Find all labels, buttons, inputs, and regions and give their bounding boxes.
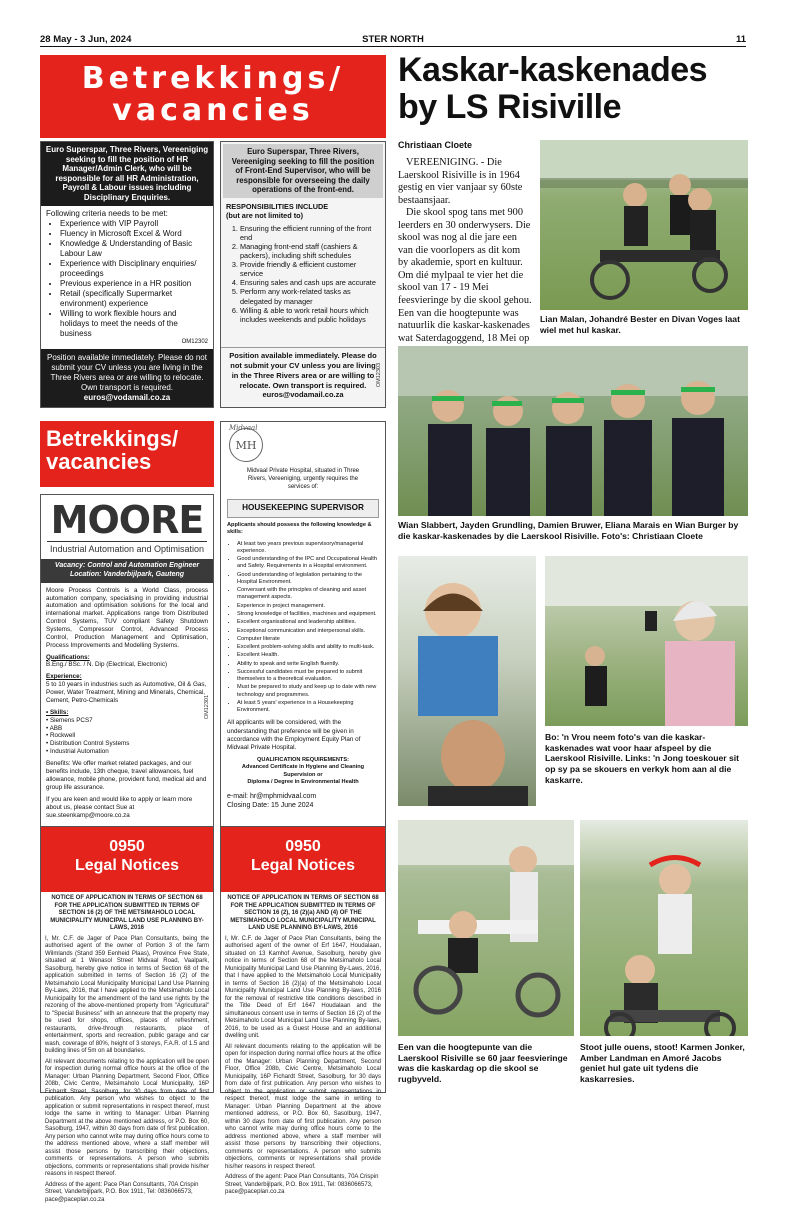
benefits: Benefits: We offer market related packages, and our benefits include, 13th cheque, travel allowances, fuel allowance, mobile phone, provident fund, medical aid and group life assurance.: [46, 759, 207, 791]
photo-five-kids: [398, 346, 748, 516]
email[interactable]: e-mail: hr@mphmidvaal.com: [227, 793, 317, 801]
banner-line-1: Betrekkings/: [81, 61, 345, 96]
resp-heading: RESPONSIBILITIES INCLUDE: [226, 201, 329, 211]
caption-5: Stoot julle ouens, stoot! Karmen Jonker, Amber Landman en Amoré Jacobs geniet hul gate uit tydens die kaskarresies.: [580, 1042, 745, 1085]
moore-tagline: Industrial Automation and Optimisation: [47, 541, 207, 555]
vacancies-banner-2: [40, 421, 214, 487]
list-item: • Retail (specifically Supermarket environment) experience: [60, 289, 208, 309]
banner-line-2: vacancies: [46, 449, 152, 475]
legal-label: Legal Notices: [250, 857, 356, 875]
company-intro: Moore Process Controls is a World Class, process automation company, specialising in providing industrial automation and optimisation solutions for the local and international market. Applications range from Distributed Control Systems, TUV compliant Safety Shutdown Systems, Compressor Control, Advanced Process Control, Production Management and Optimisation, Process Improvements and Modelling Systems.: [46, 586, 208, 649]
requirements-list: [227, 541, 379, 715]
para-1: VEREENIGING. - Die Laerskool Risiville is in 1964 gestig en vier vanjaar sy 60ste bestaansjaar.: [398, 157, 523, 206]
ad-footer: Position available immediately. Please do not submit your CV unless you are living in the Three Rivers area or are willing to relocate. Own transport is required.: [47, 353, 207, 392]
ad-code: OM12302: [181, 338, 208, 345]
list-item: • Strong knowledge of facilities, machines and equipment.: [237, 611, 379, 618]
list-item: • Excellent organisational and leadership abilities.: [237, 619, 379, 626]
list-item: • Excellent problem-solving skills and ability to multi-task.: [237, 644, 379, 651]
qual-heading: QUALIFICATION REQUIREMENTS:: [257, 757, 349, 764]
byline: Christiaan Cloete: [398, 140, 473, 150]
skill-item: • Rockwell: [46, 732, 76, 740]
legal-label: Legal Notices: [74, 857, 180, 875]
apply-info: If you are keen and would like to apply or learn more about us, please contact Sue at sue.steenkamp@moore.co.za: [46, 796, 193, 820]
intro: Midvaal Private Hospital, situated in Three Rivers, Vereeniging, urgently requires the services of:: [246, 468, 360, 490]
ad-intro: Following criteria needs to be met:: [46, 208, 168, 218]
list-item: 1. Ensuring the efficient running of the front end: [240, 224, 380, 242]
job-title: HOUSEKEEPING SUPERVISOR: [227, 499, 379, 518]
legal-number: 0950: [285, 838, 321, 855]
page-number: 11: [735, 34, 746, 45]
notice-address: Address of the agent: Pace Plan Consultants, 70A Crispin Street, Vanderbijlpark, P.O. Box 1911, Tel: 0836066573, pace@paceplan.co.za: [225, 1174, 379, 1195]
page-header: [40, 34, 746, 47]
caption-3: Bo: 'n Vrou neem foto's van die kaskar-kaskenades wat voor haar afspeel by die Laerskool Risiville. Links: 'n Jong toeskouer sit op sy pa se skouers en verkyk hom aan al die kaskarre.: [545, 732, 740, 785]
list-item: • Experience in project management.: [237, 603, 379, 610]
notice-title: NOTICE OF APPLICATION IN TERMS OF SECTION 68 FOR THE APPLICATION SUBMITTED IN TERMS OF SECTION 16 (2) OF THE METSIMAHOLO LOCAL MUNICIPALITY MUNICIPAL LAND USE PLANNING BY-LAWS, 2016: [50, 895, 204, 931]
list-item: • Computer literate: [237, 636, 379, 643]
list-item: 6. Willing & able to work retail hours which includes weekends and public holidays: [240, 306, 380, 324]
ad-email[interactable]: euros@vodamail.co.za: [262, 390, 344, 400]
ad-footer: Position available immediately. Please do not submit your CV unless you are living in the Three Rivers area or are willing to relocate. Own transport is required.: [229, 351, 377, 390]
banner-line-1: Betrekkings/: [46, 426, 179, 451]
list-item: • Fluency in Microsoft Excel & Word: [60, 229, 208, 239]
vacancies-banner: [40, 55, 386, 138]
list-item: 3. Provide friendly & efficient customer service: [240, 260, 380, 278]
photo-drawing: [580, 820, 748, 1036]
ad-code: OM12301: [204, 695, 211, 720]
skill-item: • ABB: [46, 724, 63, 732]
list-item: • Experience with Disciplinary enquiries/ proceedings: [60, 259, 208, 279]
ad-title: Euro Superspar, Three Rivers, Vereeniging seeking to fill the position of HR Manager/Admin Clerk, who will be responsible for all HR Administration, Payroll & Labour issues including Disciplinary Enquiries.: [41, 142, 213, 206]
caption-1: Lian Malan, Johandré Bester en Divan Voges laat wiel met hul kaskar.: [540, 314, 740, 335]
ad-title: Euro Superspar, Three Rivers, Vereeniging seeking to fill the position of Front-End Supervisor, who will be responsible for overseeing the daily operations of the front-end.: [223, 144, 383, 198]
list-item: 4. Ensuring sales and cash ups are accurate: [240, 278, 380, 287]
skills-heading: • Skills:: [46, 708, 69, 716]
banner-line-2: vacancies: [112, 92, 314, 128]
notice-body: I, Mr. C.F. de Jager of Pace Plan Consultants, being the authorised agent of the owner of Erf 1647, Houdalaan, situated on 13 Kamhof Avenue, Sasolburg, hereby give notice in terms of Section 68 of the Metsimaholo Local Municipality Municipal Land Use Planning By-Laws, 2016, that I have applied to the Metsimaholo Local Municipality in terms of Section 16 (2)(a) of the Metsimaholo Local Municipality Municipal Land Use Planning By-laws, 2016 for the removal of restrictive title conditions described in the Title Deed of Erf 1647 Houdalaan and the simultaneous consent use in terms of Section 16 (2) of the Metsimaholo Local Municipal Land Use Planning By-laws, 2016, to be used as a Guest House and an additional dwelling unit.: [225, 935, 381, 1039]
legal-number: 0950: [109, 838, 145, 855]
photo-drawing: [398, 556, 536, 806]
notice-title: NOTICE OF APPLICATION IN TERMS OF SECTION 68 FOR THE APPLICATION SUBMITTED IN TERMS OF SECTION 16 (2), 16 (2)(a) AND (4) OF THE METSIMAHOLO LOCAL MUNICIPALITY MUNICIPAL LAND USE PLANNING BY-LAWS, 2016: [227, 895, 379, 931]
ad-code: OM12303: [376, 362, 383, 387]
paper-name: STER NORTH: [362, 34, 424, 45]
list-item: • Previous experience in a HR position: [60, 279, 208, 289]
experience: 5 to 10 years in industries such as Automotive, Oil & Gas, Power, Water Treatment, Mining and Minerals, Chemical, Cement, Petro-Chemicals: [46, 681, 207, 704]
list-item: • Must be prepared to study and keep up to date with new technology and programmes.: [237, 684, 379, 699]
consider-note: All applicants will be considered, with the understanding that preference will be given in accordance with the Employment Equity Plan of Midvaal Private Hospital.: [227, 719, 361, 751]
list-item: 5. Perform any work-related tasks as delegated by manager: [240, 287, 380, 305]
issue-date: 28 May - 3 Jun, 2024: [40, 34, 132, 45]
notice-body: I, Mr. C.F. de Jager of Pace Plan Consultants, being the authorised agent of the owner of Portion 3 of the farm Wilmlands (Stand 359 Eenheid Plaas), Province Free State, situated at 1 Wenasol Street Midvaal Road, Vaalpark, Sasolburg, hereby give notice in terms of Section 68 of the application submitted in terms of Section 16 (2) of the Metsimaholo Local Municipality Municipal Land Use Planning By-Laws, 2016, that I have applied to the Metsimaholo Local Municipality for the amendment of the land use rights by the rezoning of the above-mentioned property from "Agricultural" to "Special Business" with an annexure that the property may be used for shops, offices, places of refreshment, restaurants, drive-through restaurants, place of entertainment, sports and recreation, public garage and car wash, coverage of 80%, height of 3 storeys, F.A.R. of 1.5 and building lines of 5m on all boundaries.: [45, 935, 209, 1054]
closing-date: Closing Date: 15 June 2024: [227, 802, 314, 810]
list-item: • Conversant with the principles of cleaning and asset management aspects.: [237, 587, 379, 602]
para-2: Die skool spog tans met 900 leerders en 30 onderwysers. Die skool was nog al die jare een van die voorlopers as dit kom by akademie, sport en kultuur. Om dié mylpaal te vier het die skool van 17 - 19 Mei feesvieringe by die skool gehou. Een van die hoogtepunte was natuurlik die kaskar-kaskenades wat Saterdagoggend, 18 Mei op: [398, 207, 532, 344]
photo-girls-pushing: [580, 820, 748, 1036]
photo-kaskar-push: [398, 820, 574, 1036]
caption-4: Een van die hoogtepunte van die Laerskool Risiville se 60 jaar feesvieringe was die kaskardag op die skool se rugbyveld.: [398, 1042, 568, 1085]
list-item: • Good understanding of legislation pertaining to the Hospital Environment.: [237, 572, 379, 587]
list-item: • At least two years previous supervisory/managerial experience.: [237, 541, 379, 556]
qual-heading: Qualifications:: [46, 653, 90, 661]
notice-body-2: All relevant documents relating to the application will be open for inspection during normal office hours at the office of the Manager: Urban Planning Department, Second Floor, Office 208b, Civic Centre, Metsimaholo Local Municipality, 16P Fichardt Street, Sasolburg, for 30 days from date of first publication. Any person who wishes to object to the application or submit representations in respect thereof, must lodge the same in writing to Manager: Urban Planning Department at the above mentioned address, or P.O. Box 60, Sasolburg, 1947, within 30 days from date of first publication. Any person who cannot write may during office hours come to the address mentioned above, where a staff member will assist those persons by transcribing their objections, comments or representations. A person who submits objections, comments or representations shall provide his/her reasons in respect thereof.: [45, 1058, 209, 1177]
photo-child-on-shoulders: [398, 556, 536, 806]
article-headline: Kaskar-kaskenades by LS Risiville: [398, 51, 708, 126]
list-item: 2. Managing front-end staff (cashiers & packers), including shift schedules: [240, 242, 380, 260]
qual-1: Advanced Certificate in Hygiene and Cleaning Supervision or: [241, 764, 365, 778]
skill-item: • Industrial Automation: [46, 748, 109, 756]
list-item: • At least 5 years' experience in a Housekeeping Environment.: [237, 700, 379, 715]
legal-notice-2: [220, 826, 386, 1195]
front-end-supervisor-ad: [220, 141, 386, 408]
list-item: • Experience with VIP Payroll: [60, 219, 208, 229]
skills-list: [46, 717, 208, 756]
vacancy-location: Location: Vanderbijlpark, Gauteng: [69, 571, 185, 578]
photo-drawing: [398, 346, 748, 516]
moore-logo: MOORE: [50, 498, 204, 542]
req-heading: Applicants should possess the following knowledge & skills:: [227, 522, 372, 536]
exp-heading: Experience:: [46, 673, 82, 681]
list-item: • Knowledge & Understanding of Basic Labour Law: [60, 239, 208, 259]
skill-item: • Distribution Control Systems: [46, 740, 130, 748]
vacancy-title: Vacancy: Control and Automation Engineer: [54, 562, 200, 570]
resp-note: (but are not limited to): [226, 210, 304, 220]
responsibility-list: [226, 224, 380, 324]
photo-drawing: [540, 140, 748, 310]
qualifications: B.Eng./ BSc. / N. Dip (Electrical, Electronic): [46, 661, 168, 669]
list-item: • Ability to speak and write English fluently.: [237, 661, 379, 668]
list-item: • Exceptional communication and interpersonal skills.: [237, 628, 379, 635]
photo-drawing: [398, 820, 574, 1036]
list-item: • Willing to work flexible hours and holidays to meet the needs of the business: [60, 309, 208, 339]
notice-body-2: All relevant documents relating to the application will be open for inspection during normal office hours at the office of the Manager: Urban Planning Department, Second Floor, Office 208b, Civic Centre, Metsimaholo Local Municipality, 16P Fichardt Street, Sasolburg, for 30 days from date of first publication. Any person who wishes to object to the application or submit representations in respect thereof, must lodge the same in writing to Manager: Urban Planning Department at the above mentioned address, or P.O. Box 60, Sasolburg, 1947, within 30 days from date of first publication. Any person who cannot write may during office hours come to the address mentioned above, where a staff member will assist those persons by transcribing their objections, comments or representations. A person who submits objections, comments or representations shall provide his/her reasons in respect thereof.: [225, 1043, 381, 1170]
list-item: • Good understanding of the IPC and Occupational Health and Safety. Requirements in a Hospital environment.: [237, 556, 379, 571]
legal-notice-1: [40, 826, 214, 1203]
notice-address: Address of the agent: Pace Plan Consultants, 70A Crispin Street, Vanderbijlpark, P.O. Box 1911, Tel: 0836066573, pace@paceplan.co.za: [45, 1181, 199, 1203]
caption-2: Wian Slabbert, Jayden Grundling, Damien Bruwer, Eliana Marais en Wian Burger by die kaskar-kaskenades by die Laerskool Risiville. Foto's: Christiaan Cloete: [398, 520, 739, 541]
skill-item: • Siemens PCS7: [46, 716, 93, 724]
qual-2: Diploma / Degree in Environmental Health: [247, 778, 359, 785]
criteria-list: [46, 219, 208, 339]
list-item: • Excellent Health.: [237, 652, 379, 659]
photo-kaskar-race: [540, 140, 748, 310]
photo-drawing: [545, 556, 748, 726]
midvaal-logo-text: Midvaal: [229, 424, 258, 432]
list-item: • Successful candidates must be prepared to submit themselves to a theoretical evaluation.: [237, 669, 379, 684]
hr-manager-ad: [40, 141, 214, 408]
ad-email[interactable]: euros@vodamail.co.za: [83, 393, 171, 402]
midvaal-logo: MH: [235, 439, 257, 452]
photo-woman-photographing: [545, 556, 748, 726]
midvaal-ad: [220, 421, 386, 886]
